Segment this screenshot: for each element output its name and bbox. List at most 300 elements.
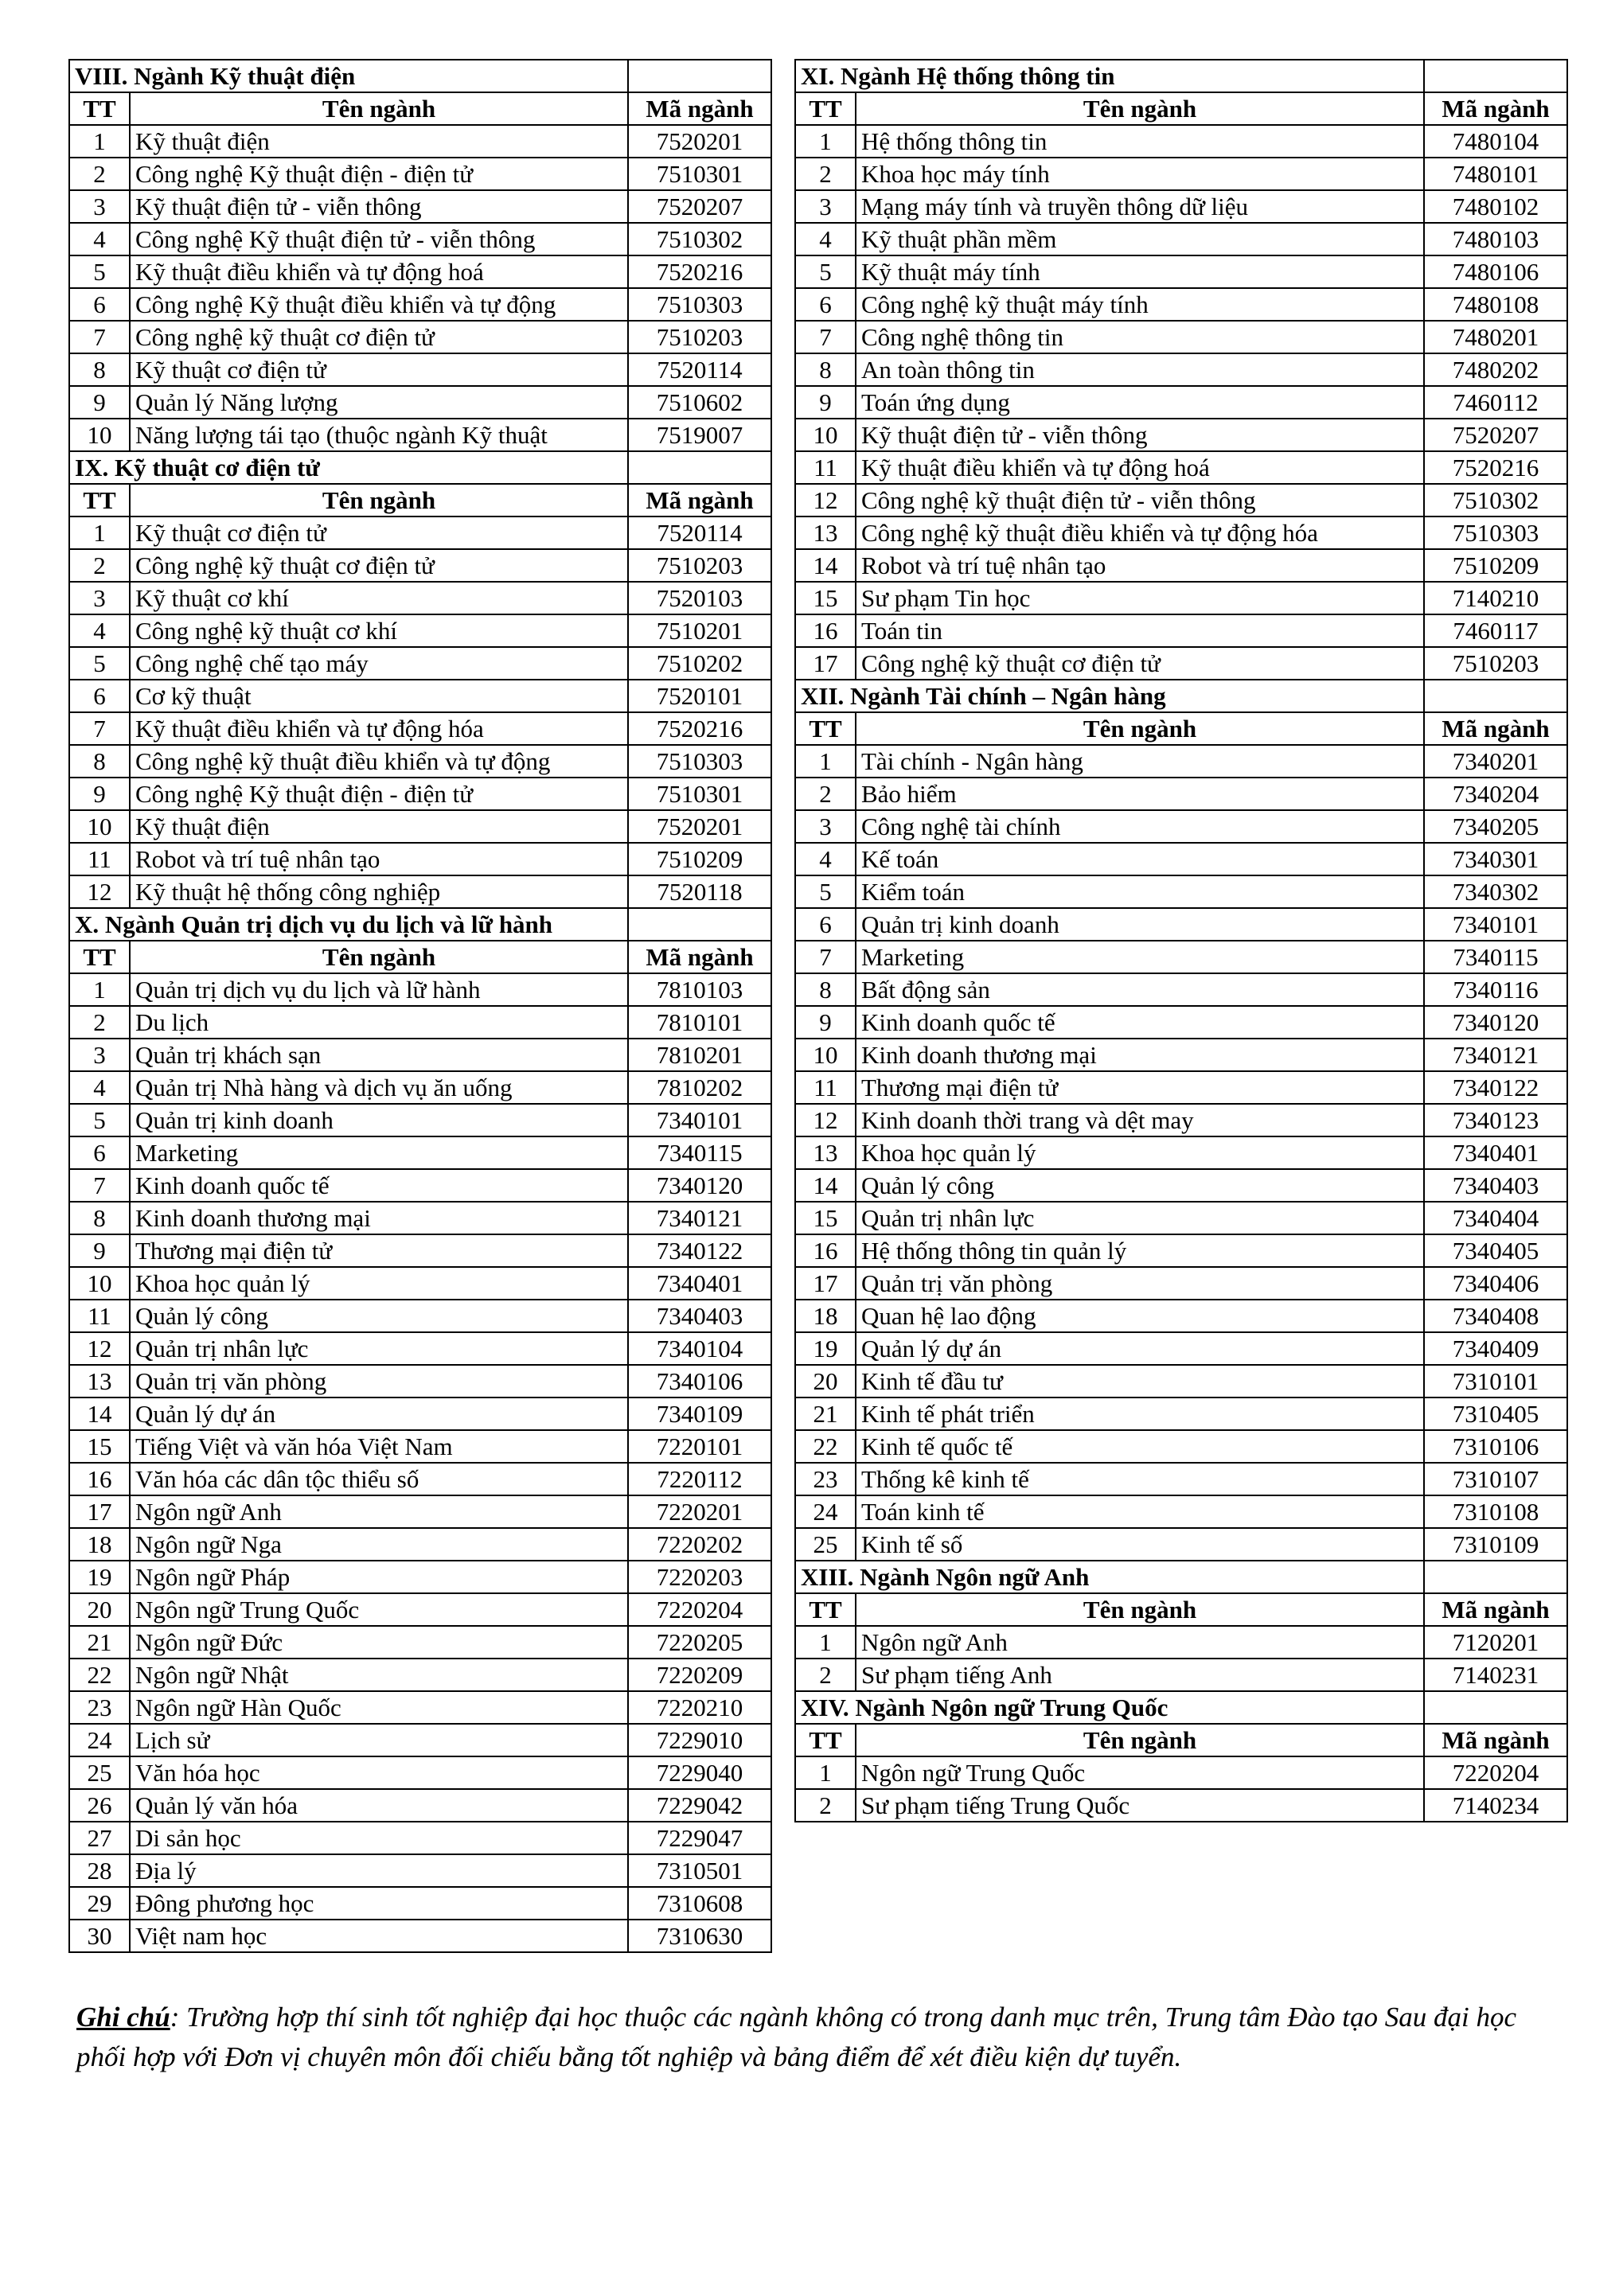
- row-number: 11: [795, 1071, 856, 1104]
- table-row: [69, 1365, 771, 1397]
- row-number: 8: [795, 973, 856, 1006]
- table-row: [795, 908, 1567, 941]
- table-row: [69, 1397, 771, 1430]
- major-code: 7220204: [628, 1593, 771, 1626]
- major-name: Khoa học quản lý: [130, 1267, 628, 1300]
- section-title: X. Ngành Quản trị dịch vụ du lịch và lữ hành: [69, 908, 628, 941]
- major-name: Quản trị nhân lực: [856, 1202, 1424, 1234]
- major-name: Mạng máy tính và truyền thông dữ liệu: [856, 190, 1424, 223]
- row-number: 23: [795, 1463, 856, 1495]
- major-name: Kỹ thuật điều khiển và tự động hóa: [130, 712, 628, 745]
- major-code: 7480104: [1424, 125, 1567, 158]
- table-row: [795, 321, 1567, 353]
- major-code: 7520216: [628, 255, 771, 288]
- table-row: [69, 1528, 771, 1561]
- major-name: Công nghệ kỹ thuật điều khiển và tự động: [130, 745, 628, 778]
- major-name: Kỹ thuật hệ thống công nghiệp: [130, 875, 628, 908]
- row-number: 1: [69, 125, 130, 158]
- major-code: 7480106: [1424, 255, 1567, 288]
- row-number: 23: [69, 1691, 130, 1724]
- row-number: 3: [69, 582, 130, 614]
- header-row: [795, 1724, 1567, 1756]
- major-code: 7310630: [628, 1920, 771, 1952]
- table-row: [69, 1202, 771, 1234]
- major-code: 7520207: [1424, 419, 1567, 451]
- header-name: Tên ngành: [856, 712, 1424, 745]
- table-row: [795, 451, 1567, 484]
- table-row: [795, 1071, 1567, 1104]
- header-tt: TT: [69, 484, 130, 517]
- table-row: [795, 1234, 1567, 1267]
- row-number: 14: [795, 549, 856, 582]
- major-name: Robot và trí tuệ nhân tạo: [130, 843, 628, 875]
- row-number: 11: [795, 451, 856, 484]
- table-row: [795, 1104, 1567, 1136]
- table-row: [795, 549, 1567, 582]
- header-code: Mã ngành: [1424, 1724, 1567, 1756]
- major-name: Toán ứng dụng: [856, 386, 1424, 419]
- major-code: 7220203: [628, 1561, 771, 1593]
- row-number: 7: [795, 321, 856, 353]
- header-name: Tên ngành: [856, 92, 1424, 125]
- table-row: [69, 1300, 771, 1332]
- table-row: [795, 1495, 1567, 1528]
- major-code: 7520207: [628, 190, 771, 223]
- left-majors-table: [68, 59, 772, 1953]
- major-name: Kinh doanh thời trang và dệt may: [856, 1104, 1424, 1136]
- major-code: 7480202: [1424, 353, 1567, 386]
- row-number: 12: [69, 875, 130, 908]
- row-number: 1: [69, 517, 130, 549]
- table-row: [69, 321, 771, 353]
- major-name: Kỹ thuật điện tử - viễn thông: [856, 419, 1424, 451]
- table-row: [69, 843, 771, 875]
- header-code: Mã ngành: [1424, 92, 1567, 125]
- header-row: [69, 941, 771, 973]
- row-number: 20: [69, 1593, 130, 1626]
- major-name: Công nghệ tài chính: [856, 810, 1424, 843]
- major-name: Sư phạm tiếng Anh: [856, 1659, 1424, 1691]
- header-code: Mã ngành: [628, 92, 771, 125]
- major-code: 7340201: [1424, 745, 1567, 778]
- major-code: 7520114: [628, 517, 771, 549]
- major-code: 7510203: [628, 549, 771, 582]
- section-title-blank: [1424, 1691, 1567, 1724]
- major-name: Kinh doanh quốc tế: [130, 1169, 628, 1202]
- table-row: [795, 255, 1567, 288]
- header-code: Mã ngành: [628, 484, 771, 517]
- row-number: 18: [69, 1528, 130, 1561]
- major-name: Ngôn ngữ Nga: [130, 1528, 628, 1561]
- table-row: [795, 875, 1567, 908]
- major-code: 7220205: [628, 1626, 771, 1659]
- major-code: 7340101: [1424, 908, 1567, 941]
- footnote-text: : Trường hợp thí sinh tốt nghiệp đại học thuộc các ngành không có trong danh mục trên, Trung tâm Đào tạo Sau đại học phối hợp với Đơn vị chuyên môn đối chiếu bằng tốt nghiệp và bảng điểm để xét điều kiện dự tuyển.: [76, 2002, 1517, 2072]
- header-name: Tên ngành: [130, 92, 628, 125]
- major-name: Marketing: [856, 941, 1424, 973]
- major-name: Văn hóa các dân tộc thiểu số: [130, 1463, 628, 1495]
- major-code: 7310501: [628, 1854, 771, 1887]
- header-row: [795, 1593, 1567, 1626]
- table-row: [69, 1463, 771, 1495]
- major-name: Công nghệ kỹ thuật máy tính: [856, 288, 1424, 321]
- major-name: Công nghệ kỹ thuật cơ điện tử: [130, 321, 628, 353]
- major-code: 7510209: [1424, 549, 1567, 582]
- header-name: Tên ngành: [856, 1724, 1424, 1756]
- row-number: 16: [795, 614, 856, 647]
- table-row: [795, 517, 1567, 549]
- row-number: 15: [795, 582, 856, 614]
- table-row: [795, 1300, 1567, 1332]
- row-number: 21: [69, 1626, 130, 1659]
- major-name: Quản trị văn phòng: [130, 1365, 628, 1397]
- major-name: Công nghệ Kỹ thuật điều khiển và tự động: [130, 288, 628, 321]
- major-code: 7229040: [628, 1756, 771, 1789]
- row-number: 18: [795, 1300, 856, 1332]
- major-code: 7510302: [1424, 484, 1567, 517]
- major-name: Ngôn ngữ Pháp: [130, 1561, 628, 1593]
- table-row: [795, 1365, 1567, 1397]
- table-row: [69, 614, 771, 647]
- row-number: 12: [795, 1104, 856, 1136]
- table-row: [69, 255, 771, 288]
- row-number: 25: [69, 1756, 130, 1789]
- table-row: [795, 582, 1567, 614]
- table-row: [69, 875, 771, 908]
- table-row: [795, 1169, 1567, 1202]
- row-number: 6: [795, 288, 856, 321]
- section-title-row: [795, 60, 1567, 92]
- row-number: 9: [795, 1006, 856, 1039]
- table-row: [795, 1430, 1567, 1463]
- major-code: 7520216: [1424, 451, 1567, 484]
- row-number: 6: [69, 288, 130, 321]
- major-code: 7310405: [1424, 1397, 1567, 1430]
- major-code: 7310101: [1424, 1365, 1567, 1397]
- major-name: Ngôn ngữ Trung Quốc: [130, 1593, 628, 1626]
- table-row: [795, 1528, 1567, 1561]
- major-code: 7140234: [1424, 1789, 1567, 1822]
- major-code: 7340405: [1424, 1234, 1567, 1267]
- row-number: 1: [795, 1756, 856, 1789]
- row-number: 24: [795, 1495, 856, 1528]
- footnote: [76, 1998, 1565, 2077]
- major-name: Kỹ thuật cơ điện tử: [130, 517, 628, 549]
- major-code: 7340109: [628, 1397, 771, 1430]
- major-name: Kỹ thuật điện: [130, 810, 628, 843]
- table-row: [69, 1659, 771, 1691]
- major-code: 7519007: [628, 419, 771, 451]
- row-number: 30: [69, 1920, 130, 1952]
- major-code: 7220101: [628, 1430, 771, 1463]
- major-code: 7340409: [1424, 1332, 1567, 1365]
- major-code: 7340120: [628, 1169, 771, 1202]
- row-number: 28: [69, 1854, 130, 1887]
- header-tt: TT: [795, 92, 856, 125]
- row-number: 17: [69, 1495, 130, 1528]
- row-number: 25: [795, 1528, 856, 1561]
- major-code: 7340122: [628, 1234, 771, 1267]
- row-number: 2: [795, 158, 856, 190]
- row-number: 7: [69, 712, 130, 745]
- row-number: 19: [795, 1332, 856, 1365]
- major-code: 7520118: [628, 875, 771, 908]
- row-number: 1: [795, 125, 856, 158]
- major-code: 7310608: [628, 1887, 771, 1920]
- table-row: [795, 973, 1567, 1006]
- table-row: [69, 1593, 771, 1626]
- row-number: 10: [69, 1267, 130, 1300]
- major-name: Kỹ thuật điện: [130, 125, 628, 158]
- section-title: XI. Ngành Hệ thống thông tin: [795, 60, 1424, 92]
- major-name: Ngôn ngữ Nhật: [130, 1659, 628, 1691]
- header-tt: TT: [795, 712, 856, 745]
- major-code: 7510209: [628, 843, 771, 875]
- major-name: Công nghệ kỹ thuật điều khiển và tự động hóa: [856, 517, 1424, 549]
- major-name: Thống kê kinh tế: [856, 1463, 1424, 1495]
- major-code: 7340122: [1424, 1071, 1567, 1104]
- major-name: Kinh doanh thương mại: [856, 1039, 1424, 1071]
- footnote-label: Ghi chú: [76, 2002, 170, 2033]
- table-row: [795, 941, 1567, 973]
- row-number: 24: [69, 1724, 130, 1756]
- row-number: 9: [69, 386, 130, 419]
- major-name: Lịch sử: [130, 1724, 628, 1756]
- row-number: 3: [69, 1039, 130, 1071]
- row-number: 2: [69, 1006, 130, 1039]
- header-row: [795, 712, 1567, 745]
- major-name: Kinh tế phát triển: [856, 1397, 1424, 1430]
- table-row: [69, 745, 771, 778]
- row-number: 5: [795, 875, 856, 908]
- major-code: 7510203: [1424, 647, 1567, 680]
- table-row: [69, 1234, 771, 1267]
- major-name: Khoa học quản lý: [856, 1136, 1424, 1169]
- section-title: XII. Ngành Tài chính – Ngân hàng: [795, 680, 1424, 712]
- major-name: Kinh doanh quốc tế: [856, 1006, 1424, 1039]
- row-number: 4: [69, 614, 130, 647]
- row-number: 12: [795, 484, 856, 517]
- row-number: 8: [795, 353, 856, 386]
- table-row: [795, 647, 1567, 680]
- major-name: Quản trị Nhà hàng và dịch vụ ăn uống: [130, 1071, 628, 1104]
- table-row: [795, 1659, 1567, 1691]
- major-name: Việt nam học: [130, 1920, 628, 1952]
- table-row: [69, 973, 771, 1006]
- table-row: [795, 1463, 1567, 1495]
- table-row: [69, 1626, 771, 1659]
- major-code: 7340120: [1424, 1006, 1567, 1039]
- row-number: 4: [69, 1071, 130, 1104]
- table-row: [69, 1691, 771, 1724]
- row-number: 14: [795, 1169, 856, 1202]
- section-title: XIII. Ngành Ngôn ngữ Anh: [795, 1561, 1424, 1593]
- major-name: Kinh tế quốc tế: [856, 1430, 1424, 1463]
- table-row: [795, 288, 1567, 321]
- major-code: 7810101: [628, 1006, 771, 1039]
- row-number: 9: [795, 386, 856, 419]
- row-number: 5: [69, 647, 130, 680]
- major-name: Năng lượng tái tạo (thuộc ngành Kỹ thuật: [130, 419, 628, 451]
- table-row: [795, 745, 1567, 778]
- major-code: 7340121: [1424, 1039, 1567, 1071]
- major-name: Quan hệ lao động: [856, 1300, 1424, 1332]
- major-code: 7220210: [628, 1691, 771, 1724]
- major-code: 7220112: [628, 1463, 771, 1495]
- table-row: [69, 1756, 771, 1789]
- major-code: 7310106: [1424, 1430, 1567, 1463]
- major-name: Kỹ thuật điều khiển và tự động hoá: [130, 255, 628, 288]
- table-row: [69, 158, 771, 190]
- section-title: XIV. Ngành Ngôn ngữ Trung Quốc: [795, 1691, 1424, 1724]
- row-number: 4: [795, 223, 856, 255]
- table-row: [69, 1920, 771, 1952]
- header-tt: TT: [69, 92, 130, 125]
- major-name: Cơ kỹ thuật: [130, 680, 628, 712]
- row-number: 10: [69, 419, 130, 451]
- header-tt: TT: [795, 1724, 856, 1756]
- major-name: Công nghệ thông tin: [856, 321, 1424, 353]
- row-number: 5: [795, 255, 856, 288]
- table-row: [69, 778, 771, 810]
- major-code: 7340401: [1424, 1136, 1567, 1169]
- major-name: Quản lý dự án: [130, 1397, 628, 1430]
- row-number: 8: [69, 1202, 130, 1234]
- row-number: 9: [69, 1234, 130, 1267]
- section-title: VIII. Ngành Kỹ thuật điện: [69, 60, 628, 92]
- major-code: 7480201: [1424, 321, 1567, 353]
- major-name: Quản lý công: [856, 1169, 1424, 1202]
- major-code: 7220202: [628, 1528, 771, 1561]
- table-row: [795, 484, 1567, 517]
- major-name: Địa lý: [130, 1854, 628, 1887]
- major-name: Kỹ thuật điện tử - viễn thông: [130, 190, 628, 223]
- major-code: 7140210: [1424, 582, 1567, 614]
- row-number: 13: [795, 517, 856, 549]
- row-number: 7: [795, 941, 856, 973]
- major-name: Công nghệ chế tạo máy: [130, 647, 628, 680]
- table-row: [69, 1724, 771, 1756]
- row-number: 3: [69, 190, 130, 223]
- major-name: Công nghệ kỹ thuật cơ khí: [130, 614, 628, 647]
- major-code: 7340116: [1424, 973, 1567, 1006]
- major-name: Robot và trí tuệ nhân tạo: [856, 549, 1424, 582]
- major-code: 7340406: [1424, 1267, 1567, 1300]
- major-name: Quản trị kinh doanh: [856, 908, 1424, 941]
- row-number: 17: [795, 647, 856, 680]
- row-number: 10: [795, 419, 856, 451]
- major-name: Khoa học máy tính: [856, 158, 1424, 190]
- table-row: [795, 1789, 1567, 1822]
- row-number: 7: [69, 321, 130, 353]
- major-name: Hệ thống thông tin: [856, 125, 1424, 158]
- major-code: 7229010: [628, 1724, 771, 1756]
- table-row: [795, 125, 1567, 158]
- major-name: Kỹ thuật máy tính: [856, 255, 1424, 288]
- row-number: 12: [69, 1332, 130, 1365]
- major-name: Công nghệ Kỹ thuật điện - điện tử: [130, 778, 628, 810]
- table-row: [69, 647, 771, 680]
- section-title-row: [795, 1561, 1567, 1593]
- major-code: 7810103: [628, 973, 771, 1006]
- section-title-row: [69, 908, 771, 941]
- table-row: [69, 1169, 771, 1202]
- row-number: 2: [795, 1789, 856, 1822]
- section-title-row: [795, 680, 1567, 712]
- major-code: 7510302: [628, 223, 771, 255]
- major-code: 7310108: [1424, 1495, 1567, 1528]
- row-number: 1: [795, 1626, 856, 1659]
- major-name: Văn hóa học: [130, 1756, 628, 1789]
- major-code: 7220204: [1424, 1756, 1567, 1789]
- section-title: IX. Kỹ thuật cơ điện tử: [69, 451, 628, 484]
- major-name: Ngôn ngữ Trung Quốc: [856, 1756, 1424, 1789]
- right-majors-table: [794, 59, 1568, 1822]
- major-code: 7510301: [628, 778, 771, 810]
- header-name: Tên ngành: [130, 941, 628, 973]
- table-row: [795, 419, 1567, 451]
- major-code: 7229042: [628, 1789, 771, 1822]
- table-row: [795, 158, 1567, 190]
- table-row: [69, 288, 771, 321]
- section-title-blank: [628, 60, 771, 92]
- major-code: 7229047: [628, 1822, 771, 1854]
- major-name: Kinh tế số: [856, 1528, 1424, 1561]
- row-number: 14: [69, 1397, 130, 1430]
- major-code: 7340401: [628, 1267, 771, 1300]
- major-code: 7480102: [1424, 190, 1567, 223]
- section-title-row: [795, 1691, 1567, 1724]
- major-code: 7220201: [628, 1495, 771, 1528]
- major-name: Quản trị văn phòng: [856, 1267, 1424, 1300]
- table-row: [69, 223, 771, 255]
- major-code: 7810202: [628, 1071, 771, 1104]
- header-code: Mã ngành: [1424, 712, 1567, 745]
- header-row: [69, 92, 771, 125]
- section-title-row: [69, 451, 771, 484]
- major-code: 7140231: [1424, 1659, 1567, 1691]
- table-row: [69, 1822, 771, 1854]
- major-name: Đông phương học: [130, 1887, 628, 1920]
- major-name: Bất động sản: [856, 973, 1424, 1006]
- row-number: 1: [69, 973, 130, 1006]
- table-row: [69, 125, 771, 158]
- table-row: [69, 1071, 771, 1104]
- table-row: [69, 1006, 771, 1039]
- major-name: Thương mại điện tử: [130, 1234, 628, 1267]
- major-code: 7220209: [628, 1659, 771, 1691]
- row-number: 7: [69, 1169, 130, 1202]
- row-number: 3: [795, 810, 856, 843]
- major-name: Quản trị nhân lực: [130, 1332, 628, 1365]
- major-name: Ngôn ngữ Anh: [130, 1495, 628, 1528]
- table-row: [69, 1495, 771, 1528]
- major-code: 7340101: [628, 1104, 771, 1136]
- section-title-blank: [1424, 60, 1567, 92]
- table-row: [69, 419, 771, 451]
- major-name: Quản trị kinh doanh: [130, 1104, 628, 1136]
- table-row: [69, 680, 771, 712]
- major-code: 7510203: [628, 321, 771, 353]
- row-number: 6: [69, 1136, 130, 1169]
- major-name: Toán kinh tế: [856, 1495, 1424, 1528]
- row-number: 13: [69, 1365, 130, 1397]
- table-row: [795, 1136, 1567, 1169]
- major-code: 7510602: [628, 386, 771, 419]
- table-row: [795, 1756, 1567, 1789]
- row-number: 26: [69, 1789, 130, 1822]
- table-row: [69, 582, 771, 614]
